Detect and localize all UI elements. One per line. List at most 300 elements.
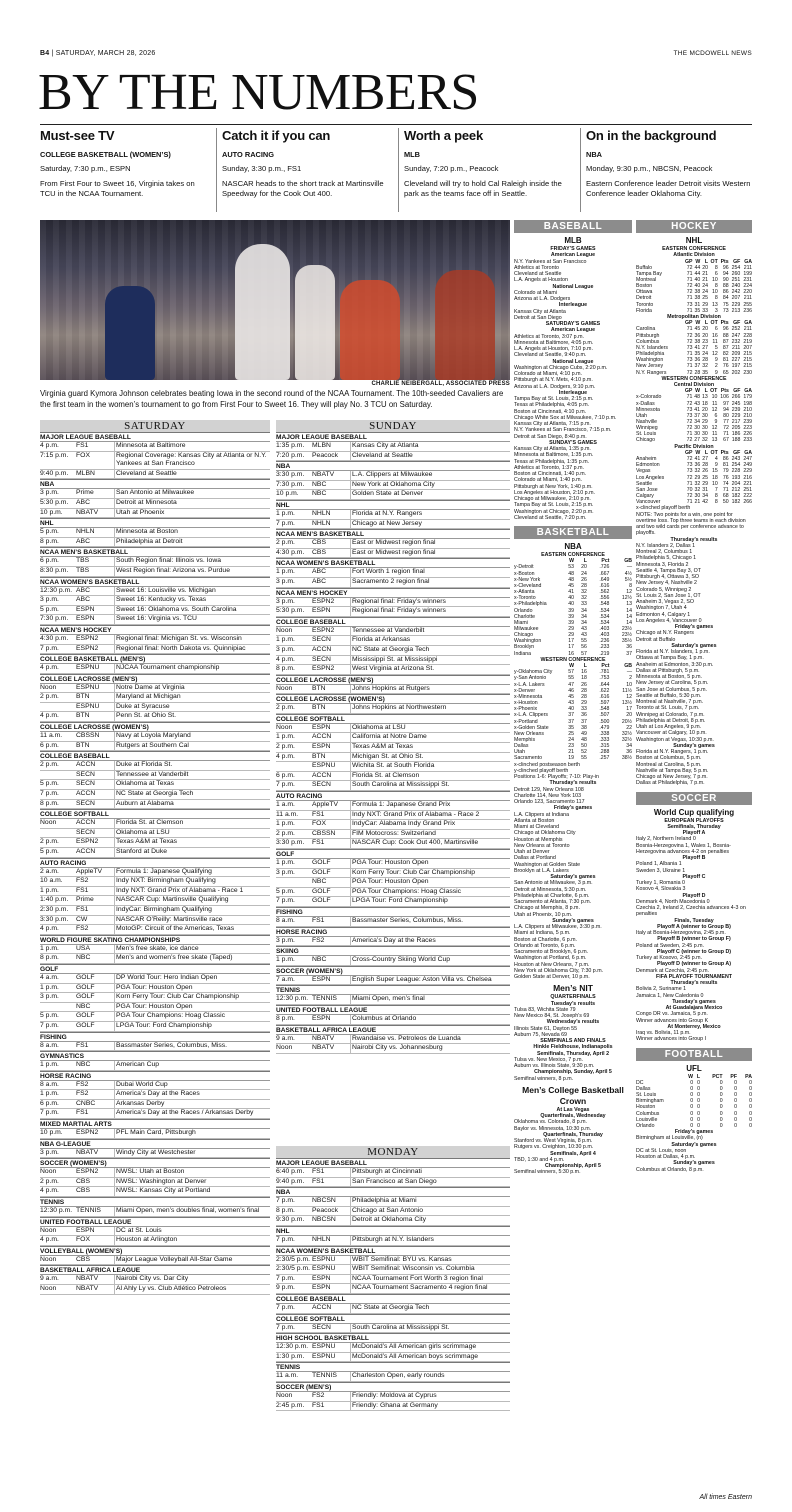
column-header: OT xyxy=(710,258,718,265)
stat-value: 205 xyxy=(731,425,741,432)
stat-value: 0 xyxy=(719,1116,723,1123)
game-time: 4:30 p.m. xyxy=(40,634,69,642)
game-time: 1:35 p.m. xyxy=(276,442,305,449)
schedule-row xyxy=(40,538,270,548)
team-name: Minnesota xyxy=(636,406,660,413)
game-time: 7 p.m. xyxy=(40,644,59,652)
stat-value: 242 xyxy=(731,289,741,296)
schedule-row xyxy=(276,1343,510,1353)
network: CBSSN xyxy=(76,732,100,740)
stat-value: 20 xyxy=(702,264,709,271)
team-name: x-Dallas xyxy=(636,400,655,407)
stat-value: 29 xyxy=(702,301,709,308)
standings-note: Positions 1-6: Playoffs; 7-10: Play-in xyxy=(514,774,599,781)
network: NBATV xyxy=(312,1044,335,1052)
sport-heading: SOCCER (WOMEN’S) xyxy=(40,1158,270,1168)
stat-value: 75 xyxy=(722,301,729,308)
network: Prime xyxy=(76,896,94,904)
network: NBATV xyxy=(312,471,335,479)
stat-value: 0 xyxy=(749,1122,752,1129)
network: SECN xyxy=(312,636,331,644)
stat-value: 34 xyxy=(581,613,587,620)
game-time: 6 p.m. xyxy=(276,771,295,779)
column-header: GP xyxy=(684,258,693,265)
stat-value: 25 xyxy=(702,295,709,302)
results-line: St. Louis 2, San Jose 1, OT xyxy=(636,592,701,599)
event: NC State at Georgia Tech xyxy=(114,790,270,799)
stat-value: 0 xyxy=(690,1122,694,1129)
team-name: Memphis xyxy=(514,736,536,743)
event: PGA Tour Champions: Hoag Classic xyxy=(114,1012,270,1021)
game-time: 3 p.m. xyxy=(276,936,295,944)
sport-heading: COLLEGE LACROSSE (MEN’S) xyxy=(276,675,510,685)
stat-value: 0 xyxy=(697,1104,700,1111)
event: East or Midwest region final xyxy=(350,539,510,548)
network: ESPN2 xyxy=(76,634,99,642)
stat-value: 0 xyxy=(749,1098,752,1105)
sport-heading: NHL xyxy=(276,500,510,510)
stat-value: 71 xyxy=(686,351,693,358)
team-name: Sacramento xyxy=(514,755,542,762)
game-time: Noon xyxy=(276,626,293,634)
game-time: 1:30 p.m. xyxy=(276,1352,305,1360)
stat-value: .616 xyxy=(599,693,610,700)
results-line: Boston at Charlotte, 6 p.m. xyxy=(514,936,578,943)
results-line: Birmingham at Louisville, (n) xyxy=(636,1135,703,1142)
game-time: 7:30 p.m. xyxy=(276,480,305,488)
game-time: 6 p.m. xyxy=(40,557,59,565)
schedule-row xyxy=(276,1216,510,1226)
event: Indy NXT: Birmingham Qualifying xyxy=(114,877,270,886)
event: L.A. Clippers at Milwaukee xyxy=(350,471,510,480)
game-time: 8 a.m. xyxy=(40,1041,59,1049)
game-time: 1 a.m. xyxy=(276,801,295,809)
results-line: Italy 2, Northern Ireland 0 xyxy=(636,836,696,843)
game-time: 1 p.m. xyxy=(40,983,59,991)
game-time: 8 p.m. xyxy=(276,665,295,673)
stat-value: 211 xyxy=(743,264,752,271)
stat-value: 41 xyxy=(568,589,575,596)
standings-table xyxy=(636,450,752,505)
game-time: 9 a.m. xyxy=(40,1275,59,1283)
pick-sport: AUTO RACING xyxy=(222,150,275,159)
schedule-row xyxy=(40,993,270,1003)
network: BTN xyxy=(76,693,90,701)
schedule-row xyxy=(276,704,510,714)
stat-value: 8 xyxy=(629,582,632,589)
event: Friendly: Moldova at Cyprus xyxy=(350,1392,510,1401)
stat-value: 6 xyxy=(714,270,718,277)
stat-value: 207 xyxy=(743,344,752,351)
results-subhead: Quarterfinals, Wednesday xyxy=(540,1113,606,1120)
schedule-row xyxy=(40,780,270,790)
stat-value: .507 xyxy=(599,712,610,719)
results-line: Jamaica 1, New Caledonia 0 xyxy=(636,992,704,999)
schedule-row xyxy=(40,1061,270,1071)
team-name: Boston xyxy=(636,283,653,290)
stat-value: .534 xyxy=(599,607,610,614)
column-header: Pts xyxy=(720,449,729,456)
standings-note: x-clinched postseason berth xyxy=(514,761,580,768)
results-line: Detroit at San Diego xyxy=(514,314,562,321)
team-name: Philadelphia xyxy=(636,351,665,358)
team-name: Birmingham xyxy=(636,1098,664,1105)
column-header: PF xyxy=(730,1073,738,1080)
results-line: Congo DR vs. Jamaica, 5 p.m. xyxy=(636,1011,708,1018)
event: MotoGP: Circuit of the Americas, Texas xyxy=(114,925,270,934)
game-time: Noon xyxy=(40,1255,57,1263)
results-subhead: Thursday’s results xyxy=(670,980,718,987)
team-name: Toronto xyxy=(636,301,654,308)
results-line: Golden State at Denver, 10 p.m. xyxy=(514,974,590,981)
results-line: Tampa Bay at St. Louis, 2:15 p.m. xyxy=(514,396,594,402)
stat-value: 81 xyxy=(722,357,729,364)
network: FS1 xyxy=(76,905,89,913)
game-time: 9:30 p.m. xyxy=(276,1216,305,1224)
event: NWSL: Utah at Boston xyxy=(114,1168,270,1177)
game-time: 7 p.m. xyxy=(276,897,295,905)
network: CW xyxy=(76,915,88,923)
game-time: 10 p.m. xyxy=(276,490,299,498)
event: Rutgers at Southern Cal xyxy=(114,742,270,751)
team-name: x-L.A. Lakers xyxy=(514,681,545,688)
stat-value: 0 xyxy=(719,1110,723,1117)
stat-value: 254 xyxy=(731,462,741,469)
stat-value: 16 xyxy=(581,669,587,676)
stat-value: 15 xyxy=(711,468,718,475)
schedule-row xyxy=(40,693,270,703)
game-time: 5 p.m. xyxy=(40,1012,59,1020)
column-header: W xyxy=(695,320,701,327)
stat-value: 266 xyxy=(743,499,752,506)
stat-value: 229 xyxy=(731,412,741,419)
stat-value: 0 xyxy=(697,1122,700,1129)
stat-value: 20 xyxy=(702,326,709,333)
schedule-row xyxy=(40,1285,270,1295)
results-line: Columbus at Orlando, 8 p.m. xyxy=(636,1166,704,1173)
event: American Cup xyxy=(114,1061,270,1070)
network: AppleTV xyxy=(76,867,103,875)
stat-value: 79 xyxy=(722,468,729,475)
schedule-row xyxy=(40,615,270,625)
league-heading: NBA xyxy=(564,542,582,551)
results-line: Atlanta at Boston xyxy=(514,817,555,824)
event: West Region final: Arizona vs. Purdue xyxy=(114,567,270,576)
network: ACCN xyxy=(76,761,96,769)
schedule-row xyxy=(40,771,270,781)
network: ESPN2 xyxy=(312,597,335,605)
column-header: GA xyxy=(744,320,752,327)
stat-value: .622 xyxy=(599,687,610,694)
game-time: 6 p.m. xyxy=(40,741,59,749)
stat-value: 47 xyxy=(568,681,575,688)
game-time: 7 p.m. xyxy=(40,1021,59,1029)
event: East or Midwest region final xyxy=(350,549,510,558)
schedule-row xyxy=(40,1207,270,1217)
baseball-basketball-column xyxy=(514,220,632,1176)
event: Wichita St. at South Florida xyxy=(350,762,510,771)
stat-value: 50 xyxy=(722,499,729,506)
results-line: New York at Oklahoma City, 7:30 p.m. xyxy=(514,967,604,974)
table-row xyxy=(636,339,752,345)
game-time: Noon xyxy=(276,684,293,692)
network: NBC xyxy=(312,490,327,498)
results-line: Cleveland at Seattle, 9:40 p.m. xyxy=(514,352,587,359)
results-line: Tulsa 83, Wichita State 79 xyxy=(514,1006,576,1013)
team-name: y-Detroit xyxy=(514,564,534,571)
results-subhead: Playoff B (winner to Group F) xyxy=(657,936,731,943)
stat-value: 40 xyxy=(568,601,575,608)
sport-heading: COLLEGE SOFTBALL xyxy=(276,714,510,724)
schedule-row xyxy=(276,801,510,811)
pick-heading: On in the background xyxy=(586,128,717,143)
schedule-row xyxy=(40,1227,270,1237)
network: ESPNU xyxy=(312,1343,336,1351)
stat-value: 52 xyxy=(581,749,587,756)
column-header: L xyxy=(704,388,708,395)
results-line: Charlotte 114, New York 103 xyxy=(514,792,582,799)
game-time: 2 p.m. xyxy=(40,838,59,846)
stat-value: 0 xyxy=(749,1085,752,1092)
schedule-row xyxy=(40,528,270,538)
schedule-row xyxy=(40,945,270,955)
game-time: 3 p.m. xyxy=(40,596,59,604)
event: Sweet 16: Louisville vs. Michigan xyxy=(114,587,270,596)
schedule-row xyxy=(276,995,510,1005)
network: ESPNU xyxy=(76,702,100,710)
pick-divider xyxy=(580,128,581,212)
column-header: GF xyxy=(733,388,741,395)
stat-value: 33 xyxy=(581,601,587,608)
schedule-row xyxy=(276,1035,510,1045)
results-subhead: SUNDAY’S GAMES xyxy=(549,439,597,446)
stat-value: 35 xyxy=(694,307,701,314)
stat-value: 0 xyxy=(697,1085,700,1092)
schedule-row xyxy=(40,742,270,752)
game-time: 8 p.m. xyxy=(40,954,59,962)
page-folio: B4 | SATURDAY, MARCH 28, 2026 xyxy=(40,50,156,57)
stat-value: 251 xyxy=(731,277,741,284)
schedule-row xyxy=(276,481,510,491)
network: FS2 xyxy=(312,936,325,944)
schedule-row xyxy=(276,1402,510,1412)
stat-value: 12 xyxy=(711,425,718,432)
schedule-row xyxy=(276,685,510,695)
stat-value: 17 xyxy=(568,638,575,645)
sport-heading: UNITED FOOTBALL LEAGUE xyxy=(276,1005,510,1015)
results-line: Chicago at N.Y. Rangers xyxy=(636,630,694,637)
results-subhead: Tuesday’s games xyxy=(672,998,716,1005)
pick-heading: Catch it if you can xyxy=(222,128,331,143)
stat-value: 28 xyxy=(702,357,709,364)
sport-heading: MAJOR LEAGUE BASEBALL xyxy=(276,1158,510,1168)
network: SECN xyxy=(76,799,95,807)
sport-heading: TENNIS xyxy=(40,1197,270,1207)
stat-value: 28 xyxy=(702,462,709,469)
network: ACCN xyxy=(312,645,332,653)
game-time: 1 p.m. xyxy=(276,859,295,866)
stat-value: 73 xyxy=(686,406,693,413)
stat-value: 0 xyxy=(734,1085,738,1092)
stat-value: 56 xyxy=(581,644,587,651)
stat-value: 32 xyxy=(694,486,701,493)
game-time: 4 p.m. xyxy=(40,442,59,449)
results-subhead: Semifinals, Thursday xyxy=(667,823,721,830)
stat-value: 14 xyxy=(626,613,632,620)
stat-value: 73 xyxy=(686,468,693,475)
stat-value: 71 xyxy=(686,277,693,284)
team-name: x-Minnesota xyxy=(514,693,543,700)
game-time: 7 p.m. xyxy=(276,1197,295,1205)
game-time: 12:30 p.m. xyxy=(276,995,309,1003)
stat-value: 55 xyxy=(581,638,587,645)
schedule-row xyxy=(40,1022,270,1032)
results-line: New Orleans at Toronto xyxy=(514,842,570,849)
event: NASCAR O’Reilly: Martinsville race xyxy=(114,916,270,925)
sport-heading: MIXED MARTIAL ARTS xyxy=(40,1119,270,1129)
stat-value: 88 xyxy=(722,283,729,290)
game-time: 10 p.m. xyxy=(40,1129,63,1137)
game-time: 7 p.m. xyxy=(40,790,59,798)
team-name: x-New York xyxy=(514,576,541,583)
stat-value: 29 xyxy=(694,474,701,481)
event: Michigan St. at Ohio St. xyxy=(350,753,510,762)
stat-value: 21 xyxy=(568,749,575,756)
event: Charleston Open, early rounds xyxy=(350,1372,510,1381)
stat-value: 29 xyxy=(568,626,575,633)
team-name: Edmonton xyxy=(636,462,660,469)
stat-value: 217 xyxy=(731,418,741,425)
game-time: 7 p.m. xyxy=(276,1235,295,1243)
stat-value: 32 xyxy=(702,363,709,370)
stat-value: 72 xyxy=(686,456,693,463)
event: Korn Ferry Tour: Club Car Championship xyxy=(114,993,270,1002)
stat-value: 24 xyxy=(568,736,575,743)
team-name: y-Oklahoma City xyxy=(514,669,553,676)
results-line: Los Angeles 4, Vancouver 0 xyxy=(636,617,702,624)
stat-value: .534 xyxy=(599,613,610,620)
standings-table xyxy=(636,388,752,443)
division-heading: Metropolitan Division xyxy=(667,313,721,320)
event: Arkansas Derby xyxy=(114,1100,270,1109)
results-line: Chicago at New Jersey, 7 p.m. xyxy=(636,774,708,781)
game-time: 7 p.m. xyxy=(276,1303,295,1311)
schedule-row xyxy=(40,1149,270,1159)
stat-value: 34 xyxy=(702,493,709,499)
event: Tennessee at Vanderbilt xyxy=(350,627,510,636)
event: Kansas City at Atlanta xyxy=(350,442,510,451)
stat-value: .403 xyxy=(599,626,610,633)
event: PGA Tour Champions: Hoag Classic xyxy=(350,888,510,897)
network: FOX xyxy=(76,1236,90,1244)
stat-value: 43 xyxy=(568,700,575,707)
event: PGA Tour: Houston Open xyxy=(114,984,270,993)
results-line: Houston at Memphis xyxy=(514,836,563,843)
column-header: GF xyxy=(733,449,741,456)
sport-heading: NHL xyxy=(40,518,270,528)
event: Detroit at Minnesota xyxy=(114,499,270,508)
stat-value: 37 xyxy=(694,412,701,419)
stat-value: .236 xyxy=(599,638,610,645)
results-line: Tulsa vs. New Mexico, 7 p.m. xyxy=(514,1056,583,1063)
column-header: Pts xyxy=(720,320,729,327)
results-line: Vancouver at Calgary, 10 p.m. xyxy=(636,730,707,737)
stat-value: 239 xyxy=(731,406,741,413)
stat-value: 209 xyxy=(731,351,741,358)
stat-value: 224 xyxy=(743,283,752,290)
stat-value: .548 xyxy=(599,601,610,608)
team-name: Dallas xyxy=(636,1085,651,1092)
results-line: San Antonio at Milwaukee, 3 p.m. xyxy=(514,880,593,887)
results-line: Turkey at Kosovo, 2:45 p.m. xyxy=(636,955,703,962)
game-time: 9 a.m. xyxy=(276,1034,295,1042)
sport-heading: UNITED FOOTBALL LEAGUE xyxy=(40,1217,270,1227)
event: Philadelphia at Miami xyxy=(350,1197,510,1206)
stat-value: 236 xyxy=(743,307,752,314)
schedule-row xyxy=(40,1100,270,1110)
stat-value: 40 xyxy=(568,595,575,602)
game-time: 12:30 p.m. xyxy=(40,586,73,594)
column-header: GP xyxy=(684,449,693,456)
stat-value: 32½ xyxy=(621,730,632,737)
game-time: 5 p.m. xyxy=(40,528,59,536)
stat-value: 36 xyxy=(626,749,632,756)
team-name: N.Y. Rangers xyxy=(636,369,667,376)
stat-value: 222 xyxy=(743,493,752,499)
stat-value: 11 xyxy=(711,400,718,407)
network: ESPN xyxy=(312,743,331,751)
stat-value: 255 xyxy=(743,301,752,308)
stat-value: 20 xyxy=(702,332,709,339)
stat-value: 229 xyxy=(743,468,752,475)
network: ACCN xyxy=(312,1303,332,1311)
event: West Virginia at Arizona St. xyxy=(350,665,510,674)
network: ESPN xyxy=(76,605,95,613)
column-header: GF xyxy=(733,320,741,327)
stat-value: 207 xyxy=(731,295,741,302)
team-name: Florida xyxy=(636,307,652,314)
stat-value: 87 xyxy=(722,338,729,345)
network: ACCN xyxy=(312,733,332,741)
stat-value: 202 xyxy=(731,369,741,376)
results-line: Florida at N.Y. Islanders, 1 p.m. xyxy=(636,649,710,656)
stat-value: 87 xyxy=(722,344,729,351)
stat-value: 86 xyxy=(722,456,729,463)
event: Detroit at Oklahoma City xyxy=(350,1216,510,1225)
stat-value: 29 xyxy=(702,480,709,487)
game-time: Noon xyxy=(276,1391,293,1399)
photo-credit: CHARLIE NEIBERGALL, ASSOCIATED PRESS xyxy=(371,381,510,387)
schedule-row xyxy=(276,442,510,452)
sport-heading: HIGH SCHOOL BASKETBALL xyxy=(276,1333,510,1343)
schedule-row xyxy=(276,753,510,763)
results-line: Orlando 123, Sacramento 117 xyxy=(514,799,585,806)
stat-value: — xyxy=(626,669,632,676)
event: San Francisco at San Diego xyxy=(350,1178,510,1187)
table-row xyxy=(636,401,752,407)
column-header: Pct xyxy=(601,663,610,670)
event: Cleveland at Seattle xyxy=(350,452,510,461)
stat-value: 30 xyxy=(701,412,708,419)
schedule-row xyxy=(276,1284,510,1294)
tournament-heading: Men’s College Basketball Crown xyxy=(522,1084,624,1106)
event: Sweet 16: Virginia vs. TCU xyxy=(114,615,270,624)
results-subhead: SEMIFINALS AND FINALS xyxy=(540,1038,606,1045)
event: Chicago at New Jersey xyxy=(350,520,510,529)
schedule-row xyxy=(276,1207,510,1217)
stat-value: 23½ xyxy=(621,626,632,633)
event: Notre Dame at Virginia xyxy=(114,684,270,693)
